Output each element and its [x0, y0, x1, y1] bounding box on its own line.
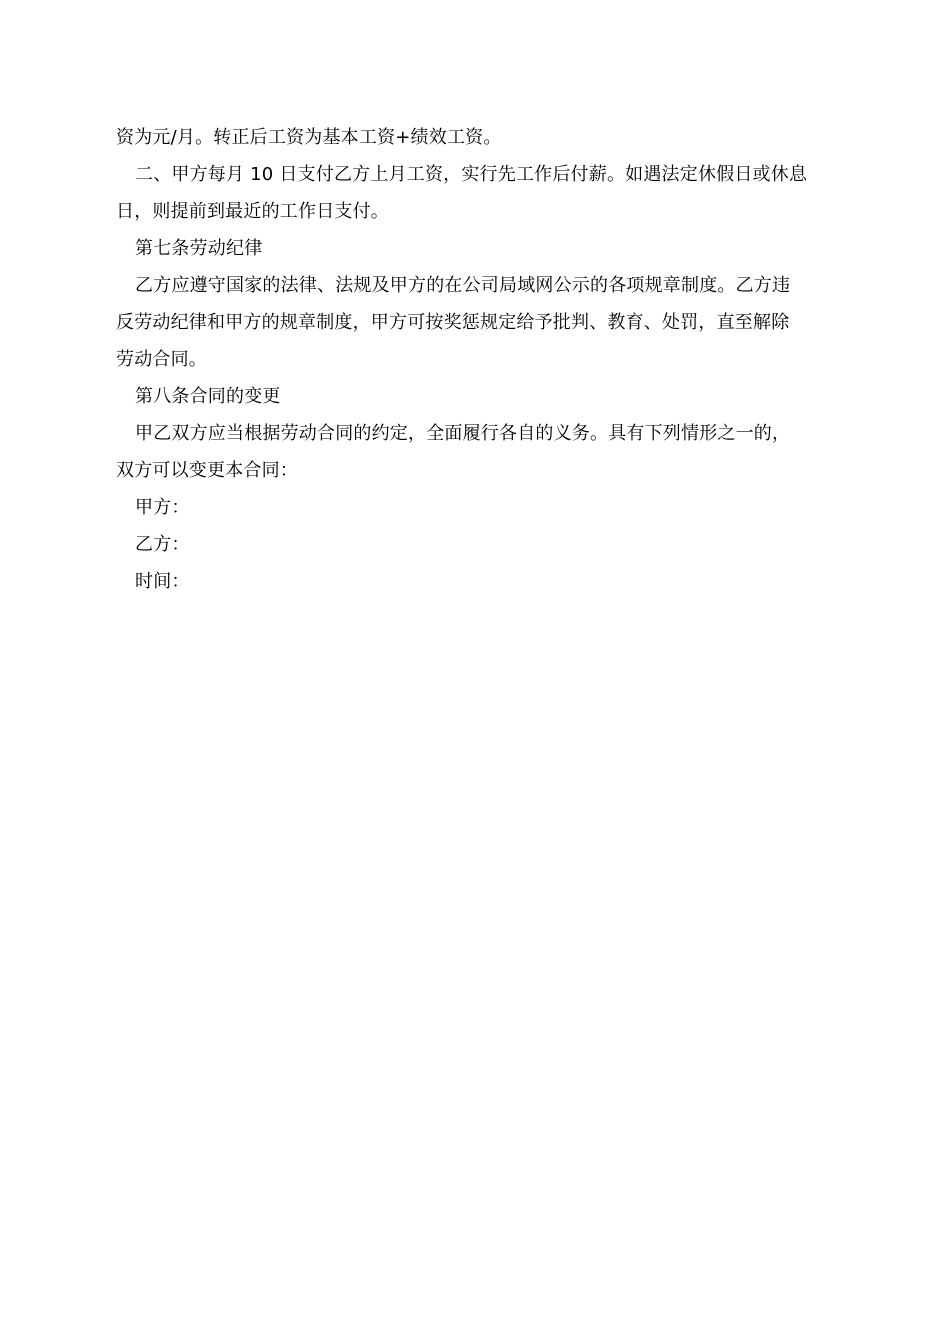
- section-heading-contract-change: 第八条合同的变更: [135, 386, 281, 407]
- paragraph-discipline-line-1: 乙方应遵守国家的法律、法规及甲方的在公司局域网公示的各项规章制度。乙方违: [135, 275, 791, 296]
- section-heading-labor-discipline: 第七条劳动纪律: [135, 238, 263, 259]
- paragraph-discipline-line-3: 劳动合同。: [116, 349, 207, 370]
- paragraph-payment-line-1: 二、甲方每月 10 日支付乙方上月工资，实行先工作后付薪。如遇法定休假日或休息: [135, 164, 808, 185]
- paragraph-change-line-2: 双方可以变更本合同：: [116, 460, 298, 481]
- document-body: [116, 119, 834, 600]
- signature-party-a: 甲方：: [135, 497, 190, 518]
- paragraph-payment-line-2: 日，则提前到最近的工作日支付。: [116, 201, 389, 222]
- paragraph-discipline-line-2: 反劳动纪律和甲方的规章制度，甲方可按奖惩规定给予批判、教育、处罚，直至解除: [116, 312, 790, 333]
- paragraph-change-line-1: 甲乙双方应当根据劳动合同的约定，全面履行各自的义务。具有下列情形之一的，: [135, 423, 791, 444]
- paragraph-salary-line: 资为元/月。转正后工资为基本工资+绩效工资。: [116, 127, 502, 148]
- signature-date: 时间：: [135, 571, 190, 592]
- signature-party-b: 乙方：: [135, 534, 190, 555]
